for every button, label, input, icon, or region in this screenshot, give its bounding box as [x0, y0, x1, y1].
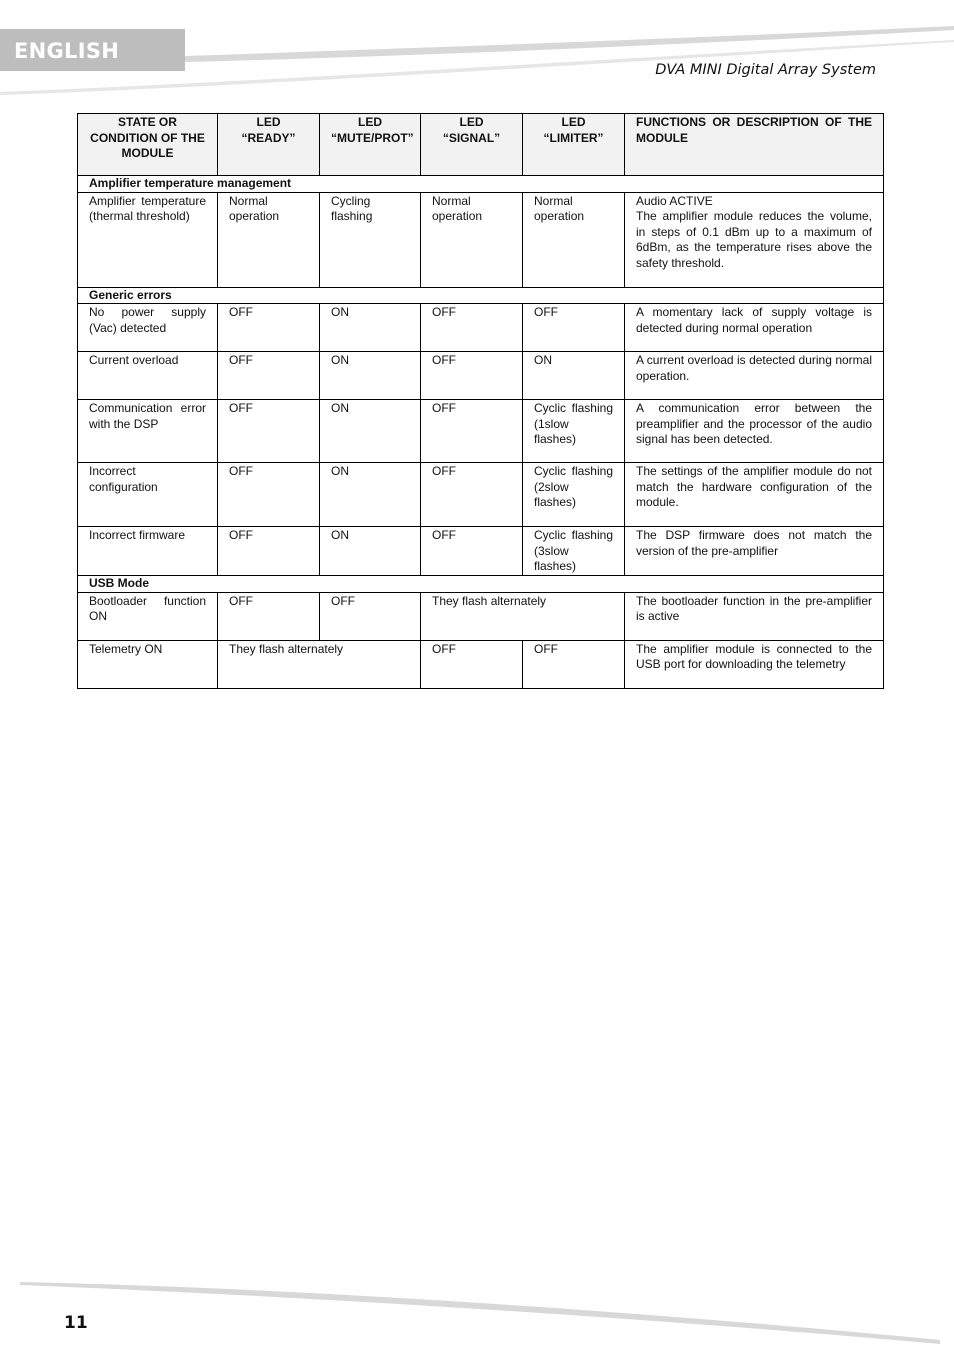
header-led-limiter-line2: “LIMITER”	[543, 130, 604, 145]
cell-description	[625, 192, 884, 287]
cell-led-ready: OFF	[218, 304, 320, 352]
section-title-generic-errors: Generic errors	[78, 287, 884, 304]
header-led-limiter	[523, 114, 625, 176]
section-title-usb-mode: USB Mode	[78, 575, 884, 592]
cell-led-mute: ON	[320, 527, 421, 576]
table-row	[78, 463, 884, 527]
table-row	[78, 400, 884, 463]
description-line-1: Audio ACTIVE	[636, 193, 713, 208]
cell-led-signal: OFF	[421, 352, 523, 400]
cell-state: Communication error with the DSP	[78, 400, 218, 463]
cell-led-limiter: Cyclic flashing (1slow flashes)	[523, 400, 625, 463]
cell-led-signal: OFF	[421, 527, 523, 576]
cell-led-ready: OFF	[218, 352, 320, 400]
cell-state: Amplifier temperature (thermal threshold)	[78, 192, 218, 287]
cell-led-signal: OFF	[421, 400, 523, 463]
cell-description: The bootloader function in the pre-amplifier is active	[625, 592, 884, 640]
page-number: 11	[64, 1313, 88, 1333]
cell-description: The DSP firmware does not match the version of the pre-amplifier	[625, 527, 884, 576]
cell-description: The amplifier module is connected to the USB port for downloading the telemetry	[625, 640, 884, 688]
cell-led-mute: OFF	[320, 592, 421, 640]
cell-led-ready: OFF	[218, 527, 320, 576]
table-header-row	[78, 114, 884, 176]
cell-led-mute: Cycling flashing	[320, 192, 421, 287]
cell-description: The settings of the amplifier module do not match the hardware configuration of the module.	[625, 463, 884, 527]
description-line-2: The amplifier module reduces the volume, in steps of 0.1 dBm up to a maximum of 6dBm, as the temperature rises above the safety threshold.	[636, 209, 872, 270]
cell-led-mute: ON	[320, 463, 421, 527]
table-row	[78, 304, 884, 352]
cell-state: Bootloader function ON	[78, 592, 218, 640]
cell-led-ready-mute: They flash alternately	[218, 640, 421, 688]
table-row	[78, 192, 884, 287]
cell-led-limiter: Cyclic flashing (2slow flashes)	[523, 463, 625, 527]
cell-led-ready: Normal operation	[218, 192, 320, 287]
cell-led-ready: OFF	[218, 400, 320, 463]
cell-state: Current overload	[78, 352, 218, 400]
cell-led-limiter: Cyclic flashing (3slow flashes)	[523, 527, 625, 576]
header-led-mute-line2: “MUTE/PROT”	[331, 130, 414, 145]
cell-led-ready: OFF	[218, 592, 320, 640]
section-row-usb-mode	[78, 575, 884, 592]
header-description: FUNCTIONS OR DESCRIPTION OF THE MODULE	[625, 114, 884, 176]
header-led-signal	[421, 114, 523, 176]
cell-led-signal: Normal operation	[421, 192, 523, 287]
header-led-ready-line1: LED	[256, 115, 281, 129]
cell-state: Incorrect firmware	[78, 527, 218, 576]
cell-state: Telemetry ON	[78, 640, 218, 688]
header-led-signal-line1: LED	[459, 115, 484, 129]
cell-led-mute: ON	[320, 352, 421, 400]
cell-led-signal: OFF	[421, 640, 523, 688]
table-row	[78, 640, 884, 688]
header-led-ready	[218, 114, 320, 176]
cell-led-signal: OFF	[421, 304, 523, 352]
cell-led-limiter: ON	[523, 352, 625, 400]
header-led-mute	[320, 114, 421, 176]
header-led-ready-line2: “READY”	[241, 130, 296, 145]
cell-led-signal-limiter: They flash alternately	[421, 592, 625, 640]
cell-led-signal: OFF	[421, 463, 523, 527]
cell-led-mute: ON	[320, 304, 421, 352]
header-state: STATE OR CONDITION OF THE MODULE	[78, 114, 218, 176]
table-row	[78, 592, 884, 640]
cell-description: A communication error between the preamplifier and the processor of the audio signal has been detected.	[625, 400, 884, 463]
cell-led-ready: OFF	[218, 463, 320, 527]
table-row	[78, 352, 884, 400]
cell-state: Incorrect configuration	[78, 463, 218, 527]
section-row-generic-errors	[78, 287, 884, 304]
cell-led-limiter: OFF	[523, 304, 625, 352]
cell-led-limiter: OFF	[523, 640, 625, 688]
header-led-limiter-line1: LED	[561, 115, 586, 129]
cell-led-mute: ON	[320, 400, 421, 463]
cell-led-limiter: Normal operation	[523, 192, 625, 287]
cell-description: A current overload is detected during normal operation.	[625, 352, 884, 400]
table-row	[78, 527, 884, 576]
section-row-temperature	[78, 176, 884, 193]
language-tab: ENGLISH	[0, 29, 185, 71]
led-status-table	[77, 113, 884, 689]
header-led-mute-line1: LED	[358, 115, 382, 129]
section-title-temperature: Amplifier temperature management	[78, 176, 884, 193]
cell-state: No power supply (Vac) detected	[78, 304, 218, 352]
cell-description: A momentary lack of supply voltage is detected during normal operation	[625, 304, 884, 352]
document-title: DVA MINI Digital Array System	[655, 62, 876, 78]
header-led-signal-line2: “SIGNAL”	[442, 130, 501, 145]
